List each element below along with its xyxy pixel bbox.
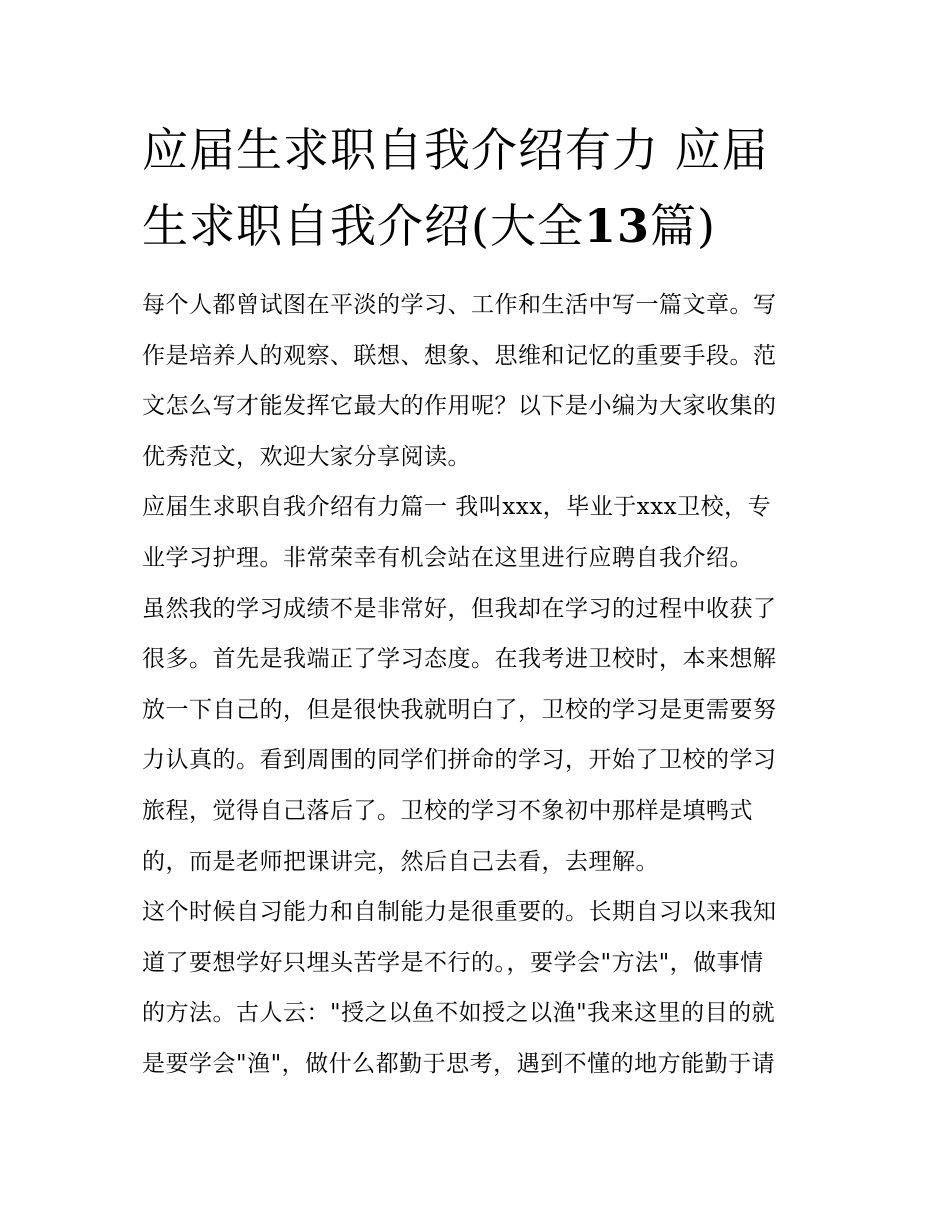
- document-title: [142, 112, 814, 264]
- body-line: 作是培养人的观察、联想、想象、思维和记忆的重要手段。范: [142, 342, 777, 369]
- body-line: 很多。首先是我端正了学习态度。在我考进卫校时，本来想解: [142, 646, 777, 673]
- body-line: 文怎么写才能发挥它最大的作用呢？以下是小编为大家收集的: [142, 393, 777, 420]
- body-line: 每个人都曾试图在平淡的学习、工作和生活中写一篇文章。写: [142, 292, 777, 318]
- body-line: 应届生求职自我介绍有力篇一 我叫xxx，毕业于xxx卫校，专: [142, 494, 772, 521]
- document-body: [142, 280, 814, 1090]
- body-line: 虽然我的学习成绩不是非常好，但我却在学习的过程中收获了: [142, 595, 777, 622]
- body-line: 的方法。古人云："授之以鱼不如授之以渔"我来这里的目的就: [142, 1000, 776, 1027]
- title-line-1: 应届生求职自我介绍有力 应届: [142, 123, 769, 177]
- body-line: 旅程，觉得自己落后了。卫校的学习不象初中那样是填鸭式: [142, 797, 753, 824]
- title-count: 13: [583, 199, 650, 253]
- body-line: 力认真的。看到周围的同学们拼命的学习，开始了卫校的学习: [142, 747, 777, 774]
- body-line: 道了要想学好只埋头苦学是不行的。，要学会"方法"，做事情: [142, 949, 764, 976]
- body-line: 业学习护理。非常荣幸有机会站在这里进行应聘自我介绍。: [142, 544, 753, 571]
- body-line: 的，而是老师把课讲完，然后自己去看，去理解。: [142, 848, 659, 875]
- title-line-2: 生求职自我介绍(大全13篇): [142, 199, 716, 253]
- body-line: 是要学会"渔"，做什么都勤于思考，遇到不懂的地方能勤于请: [142, 1050, 776, 1077]
- body-line: 这个时候自习能力和自制能力是很重要的。长期自习以来我知: [142, 899, 777, 926]
- body-line: 优秀范文，欢迎大家分享阅读。: [142, 443, 471, 470]
- body-line: 放一下自己的，但是很快我就明白了，卫校的学习是更需要努: [142, 696, 777, 723]
- document-page: [142, 112, 814, 1090]
